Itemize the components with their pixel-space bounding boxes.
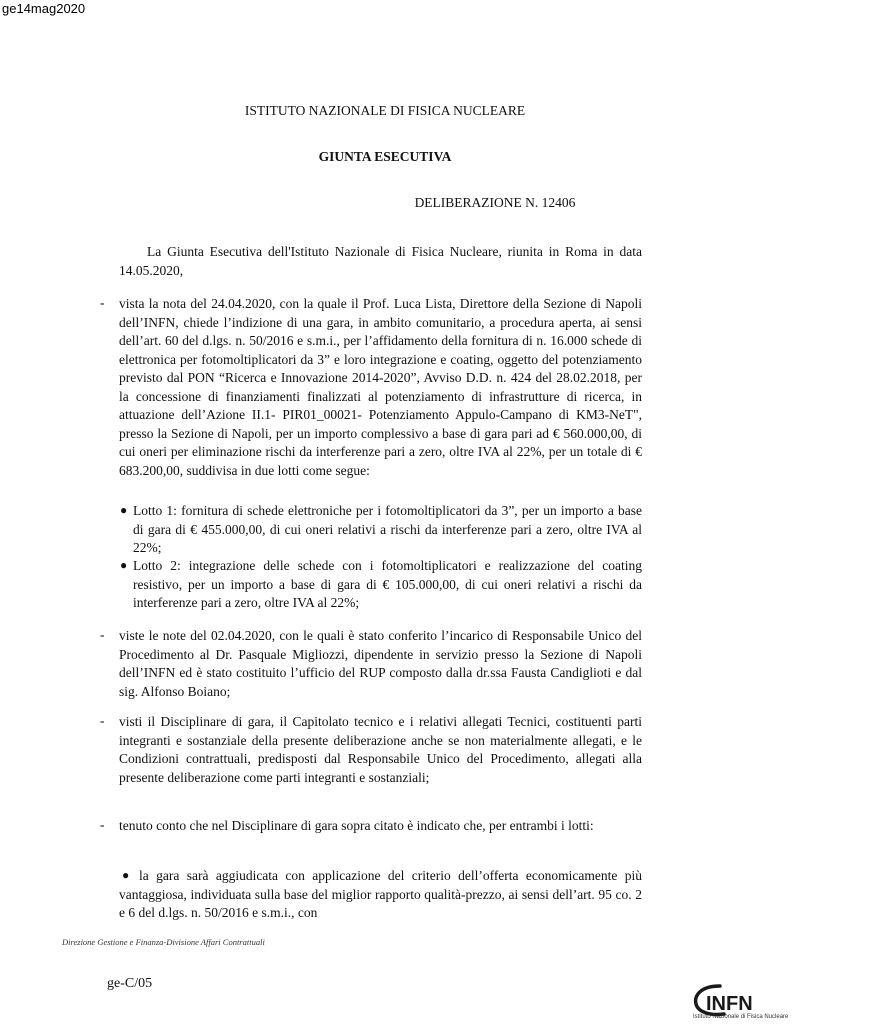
- bullet-icon: ●: [120, 503, 128, 517]
- list-item: visti il Disciplinare di gara, il Capitolato tecnico e i relativi allegati Tecnici, costituenti parti integranti e sostanziale della presente deliberazione anche se non materialmente allegati, e le Condizioni contrattuali, predisposti dal Responsabile Unico del Procedimento, allegati alla presente deliberazione come parti integranti e sostanziali;: [119, 714, 642, 785]
- award-criterion-item: la gara sarà aggiudicata con applicazione del criterio dell’offerta economicamente più vantaggiosa, individuata sulla base del miglior rapporto qualità-prezzo, ai sensi dell’art. 95 co. 2 e 6 del d.lgs. n. 50/2016 e s.m.i., con: [119, 868, 642, 920]
- list-item: viste le note del 02.04.2020, con le quali è stato conferito l’incarico di Responsabile Unico del Procedimento al Dr. Pasquale Migliozzi, dipendente in servizio presso la Sezione di Napoli dell’INFN ed è stato costituito l’ufficio del RUP composto dalla dr.ssa Fausta Candiglioti e dal sig. Alfonso Boiano;: [119, 628, 642, 699]
- footer-directorate: Direzione Gestione e Finanza-Divisione Affari Contrattuali: [62, 937, 265, 947]
- list-item: vista la nota del 24.04.2020, con la quale il Prof. Luca Lista, Direttore della Sezione di Napoli dell’INFN, chiede l’indizione di una gara, in ambito comunitario, a procedura aperta, ai sensi dell’art. 60 del d.lgs. n. 50/2016 e s.m.i., per l’affidamento della fornitura di n. 16.000 schede di elettronica per fotomoltiplicatori da 3” e loro integrazione e coating, oggetto del potenziamento previsto dal PON “Ricerca e Innovazione 2014-2020”, Avviso D.D. n. 424 del 28.02.2018, per la concessione di finanziamenti finalizzati al potenziamento di infrastrutture di ricerca, in attuazione dell’Azione II.1- PIR01_00021- Potenziamento Appulo-Campano di KM3-NeT", presso la Sezione di Napoli, per un importo complessivo a base di gara pari ad € 560.000,00, di cui oneri per eliminazione rischi da interferenze pari a zero, oltre IVA al 22%, per un totale di € 683.200,00, suddivisa in due lotti come segue:: [119, 296, 642, 478]
- institute-heading: ISTITUTO NAZIONALE DI FISICA NUCLEARE: [244, 103, 526, 118]
- lot-1-item: Lotto 1: fornitura di schede elettroniche per i fotomoltiplicatori da 3”, per un importo a base di gara di € 455.000,00, di cui oneri relativi a rischi da interferenze pari a zero, oltre IVA al 22%;: [133, 503, 642, 555]
- bullet-icon: ●: [120, 558, 128, 572]
- logo-caption: Istituto Nazionale di Fisica Nucleare: [693, 1014, 789, 1020]
- list-item: tenuto conto che nel Disciplinare di gara sopra citato è indicato che, per entrambi i lotti:: [119, 818, 594, 833]
- list-item-marker: -: [100, 627, 105, 642]
- list-item-marker: -: [100, 295, 105, 310]
- council-heading: GIUNTA ESECUTIVA: [318, 149, 452, 164]
- logo-wordmark: INFN: [706, 993, 753, 1015]
- list-item-marker: -: [100, 817, 105, 832]
- document-id-tag: ge14mag2020: [2, 1, 86, 16]
- list-item-marker: -: [100, 713, 105, 728]
- lot-2-item: Lotto 2: integrazione delle schede con i fotomoltiplicatori e realizzazione del coating resistivo, per un importo a base di gara di € 105.000,00, di cui oneri relativi a rischi da interferenze pari a zero, oltre IVA al 22%;: [133, 558, 642, 610]
- bullet-icon: ●: [122, 868, 130, 882]
- footer-code: ge-C/05: [107, 976, 153, 991]
- intro-paragraph: La Giunta Esecutiva dell'Istituto Nazionale di Fisica Nucleare, riunita in Roma in data 14.05.2020,: [119, 244, 642, 278]
- deliberation-number: DELIBERAZIONE N. 12406: [414, 195, 576, 210]
